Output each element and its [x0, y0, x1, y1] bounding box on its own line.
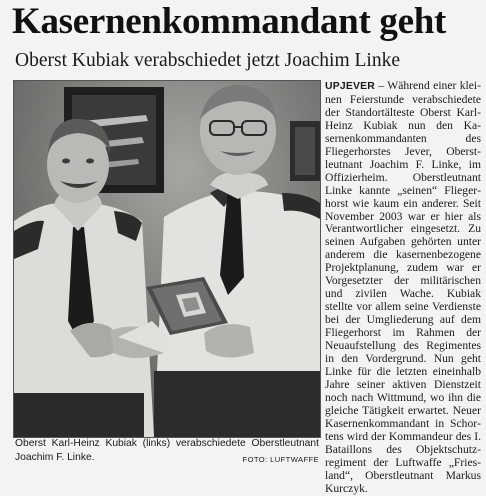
photo-caption-text: Oberst Karl-Heinz Kubiak (links) verabschiedete Oberstleutnant Joachim F. Linke.: [15, 438, 319, 463]
article-photo: [13, 80, 321, 438]
photo-caption: [15, 437, 319, 466]
headline: Kasernenkommandant geht: [12, 1, 447, 42]
article-paragraph: [325, 80, 481, 496]
article-text: – Während einer kleinen Feierstunde verabschiedete der Standortälteste Oberst Karl-Heinz Kubiak nun den Kasernenkommandanten des Fliegerhorstes Jever, Oberstleutnant Joachim F. Linke, im Offizierheim. Oberstleutnant Linke kannte „seinen“ Fliegerhorst wie kaum ein anderer. Seit November 2003 war er hier als Verantwortlicher eingesetzt. Zu seinen Aufgaben gehörten unter anderem die kasernenbezogene Projektplanung, zudem war er Vorgesetzter der militärischen und zivilen Wache. Kubiak stellte vor allem seine Verdienste bei der Umgliederung auf dem Fliegerhorst im Rahmen der Neuaufstellung des Regimentes in den Vordergrund. Nun geht Linke für die letzten eineinhalb Jahre seiner aktiven Dienstzeit noch nach Wittmund, wo ihn die gleiche Tätigkeit erwartet. Neuer Kasernenkommandant in Schortens wird der Kommandeur des I. Bataillons des Objektschutzregiment der Luftwaffe „Friesland“, Oberstleutnant Markus Kurczyk.: [325, 79, 481, 495]
dateline: UPJEVER: [325, 81, 375, 92]
photo-credit: FOTO: LUFTWAFFE: [242, 454, 319, 464]
photo-illustration: [14, 81, 320, 437]
article-body: [325, 79, 481, 495]
subheadline: Oberst Kubiak verabschiedet jetzt Joachim Linke: [15, 50, 400, 71]
